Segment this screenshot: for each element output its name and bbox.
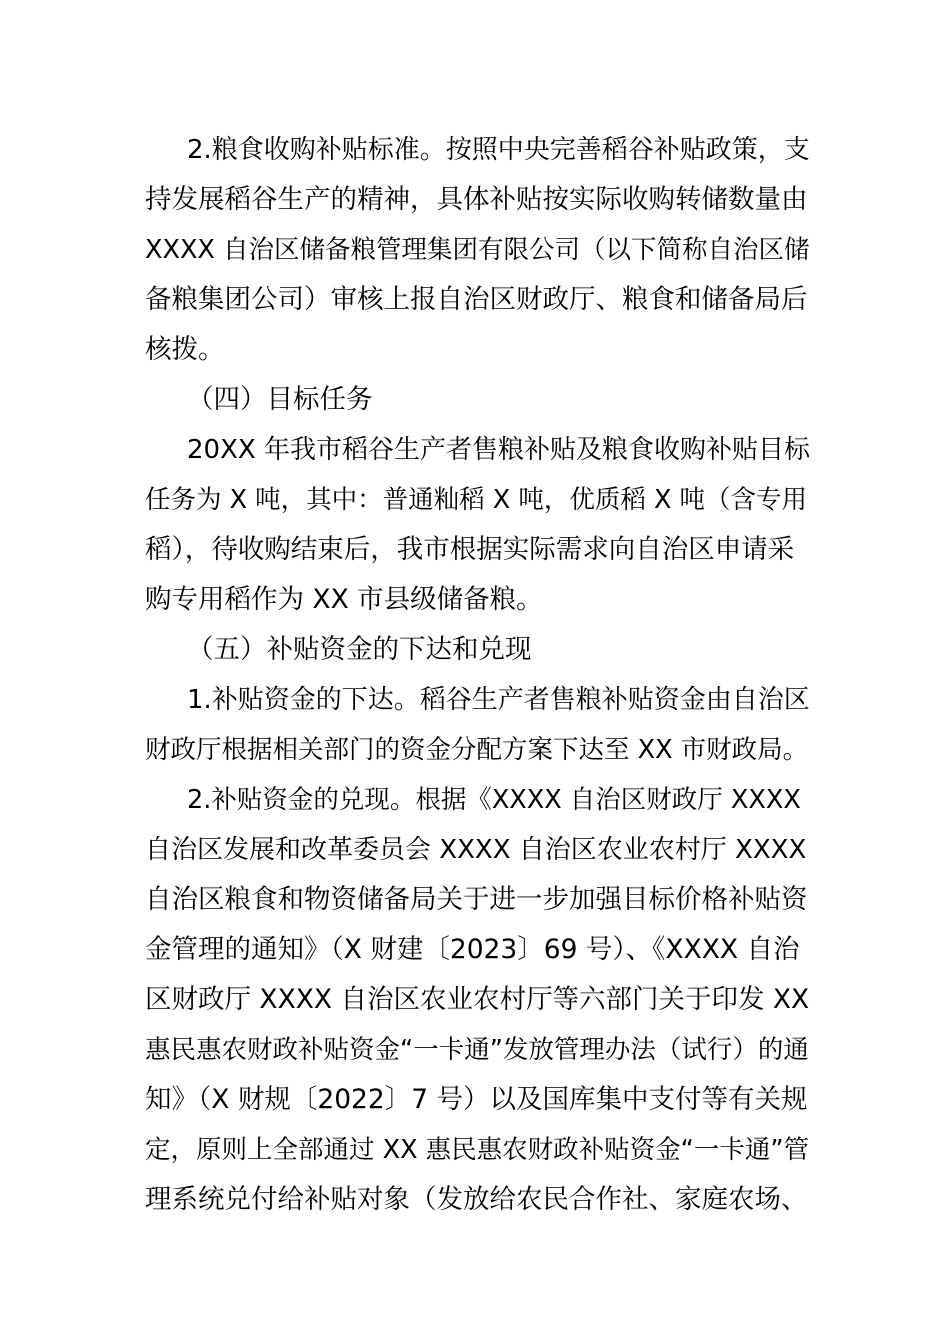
paragraph-line: 定，原则上全部通过 XX 惠民惠农财政补贴资金“一卡通”管	[145, 1135, 810, 1165]
paragraph-line: 财政厅根据相关部门的资金分配方案下达至 XX 市财政局。	[145, 735, 809, 765]
paragraph-line: XXXX 自治区储备粮管理集团有限公司（以下简称自治区储	[145, 235, 810, 265]
section-heading: （四）目标任务	[187, 384, 373, 415]
paragraph-line: 自治区粮食和物资储备局关于进一步加强目标价格补贴资	[145, 884, 808, 915]
paragraph-line: 1.补贴资金的下达。稻谷生产者售粮补贴资金由自治区	[187, 685, 810, 715]
paragraph-line: 自治区发展和改革委员会 XXXX 自治区农业农村厅 XXXX	[145, 835, 807, 865]
paragraph-line: 备粮集团公司）审核上报自治区财政厅、粮食和储备局后	[145, 284, 808, 315]
paragraph-line: 金管理的通知》（X 财建〔2023〕69 号）、《XXXX 自治	[145, 934, 800, 965]
paragraph-line: 知》（X 财规〔2022〕7 号）以及国库集中支付等有关规	[145, 1084, 808, 1115]
paragraph-line: 稻），待收购结束后，我市根据实际需求向自治区申请采	[145, 534, 795, 565]
paragraph-line: 2.粮食收购补贴标准。按照中央完善稻谷补贴政策，支	[187, 135, 810, 165]
paragraph-line: 20XX 年我市稻谷生产者售粮补贴及粮食收购补贴目标	[187, 435, 810, 465]
paragraph-line: 理系统兑付给补贴对象（发放给农民合作社、家庭农场、	[145, 1184, 808, 1215]
paragraph-line: 持发展稻谷生产的精神，具体补贴按实际收购转储数量由	[145, 184, 808, 215]
paragraph-line: 任务为 X 吨，其中：普通籼稻 X 吨，优质稻 X 吨（含专用	[145, 485, 808, 515]
paragraph-line: 购专用稻作为 XX 市县级储备粮。	[145, 584, 543, 615]
paragraph-line: 惠民惠农财政补贴资金“一卡通”发放管理办法（试行）的通	[145, 1035, 809, 1065]
paragraph-line: 2.补贴资金的兑现。根据《XXXX 自治区财政厅 XXXX	[187, 785, 801, 815]
paragraph-line: 核拨。	[145, 334, 225, 365]
section-heading: （五）补贴资金的下达和兑现	[187, 634, 532, 665]
paragraph-line: 区财政厅 XXXX 自治区农业农村厅等六部门关于印发 XX	[145, 984, 810, 1015]
